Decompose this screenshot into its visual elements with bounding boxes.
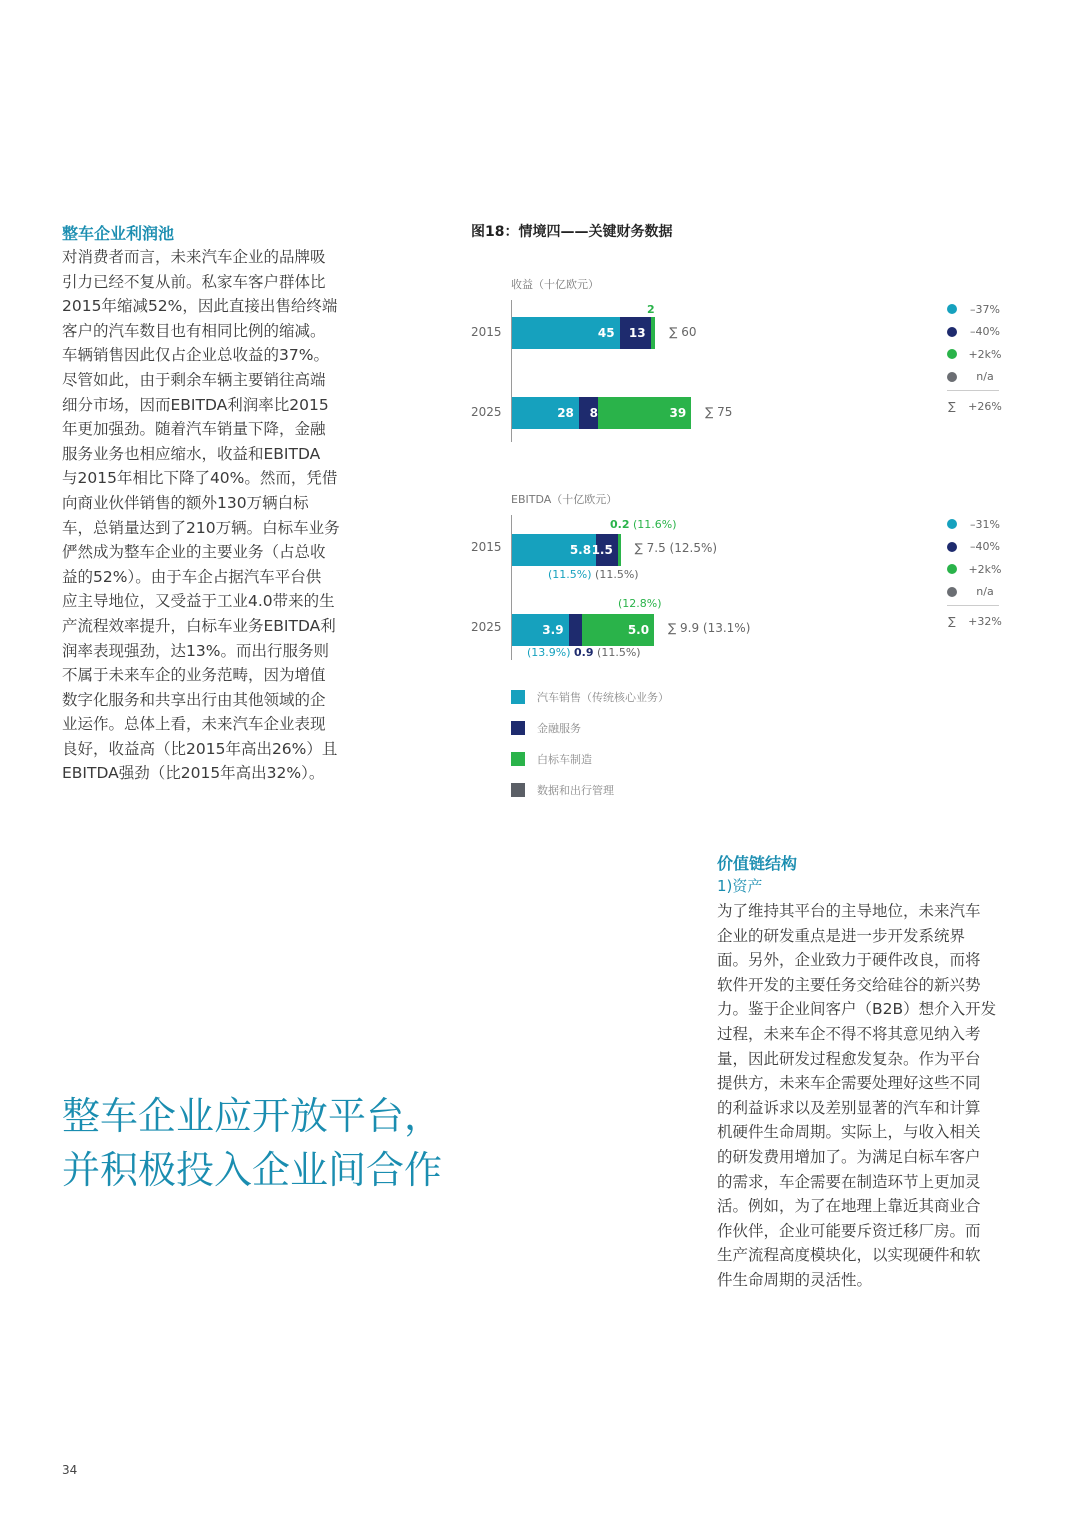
category-label: 金融服务: [537, 721, 581, 735]
ebitda-2015-margins: [548, 568, 639, 581]
revenue-legend-value: +2k%: [968, 347, 1002, 361]
ebitda-2015-navy-margin: (11.5%): [595, 568, 639, 581]
eb-2025-white-label-segment: [582, 614, 655, 646]
profit-pool-text: 对消费者而言，未来汽车企业的品牌吸 引力已经不复从前。私家车客户群体比 2015年缩减52%，因此直接出售给终端 客户的汽车数目也有相同比例的缩减。 车辆销售因此仅占企业总收益的37%。 尽管如此，由于剩余车辆主要销往高端 细分市场，因而EBITDA利润率比2015 年更加强劲。随着汽车销量下降，金融 服务业务也相应缩水，收益和EBITDA 与2015年相比下降了40%。然而，凭借 向商业伙伴销售的额外130万辆白标 车，总销量达到了210万辆。白标车业务 俨然成为整车企业的主要业务（占总收 益的52%）。由于车企占据汽车平台供 应主导地位，又受益于工业4.0带来的生 产流程效率提升，白标车业务EBITDA利 润率表现强劲，达13%。而出行服务则 不属于未来车企的业务范畴，因为增值 数字化服务和共享出行由其他领域的企 业运作。总体上看，未来汽车企业表现 良好，收益高（比2015年高出26%）且 EBITDA强劲（比2015年高出32%）。: [62, 248, 340, 783]
ebitda-legend-value: –31%: [970, 517, 1000, 531]
ebitda-legend-total: [947, 610, 1005, 633]
revenue-legend-divider: [947, 390, 999, 391]
ebitda-legend-divider: [947, 605, 999, 606]
eb-2015-financial-services-segment: [591, 534, 618, 566]
rev-2025-financial-services-segment: [579, 397, 598, 429]
eb-2025-white-label-value: 5.0: [627, 623, 650, 637]
ebitda-2015-green-value: 0.2: [610, 518, 630, 531]
rev-2025-financial-services-value: 8: [589, 406, 599, 420]
category-label: 白标车制造: [537, 752, 592, 766]
eb-2025-financial-services-segment: [569, 614, 582, 646]
rev-2015-financial-services-segment: [620, 317, 651, 349]
rev-2025-white-label-value: 39: [669, 406, 687, 420]
revenue-change-legend: [947, 298, 1005, 418]
revenue-year-2015: 2015: [471, 325, 502, 339]
category-legend-item: [511, 712, 669, 743]
revenue-legend-row-3: [947, 343, 1005, 366]
ebitda-bar-2025: [512, 614, 654, 646]
ebitda-total-change: +32%: [968, 614, 1002, 628]
green-dot-icon: [947, 349, 957, 359]
eb-2015-car-sales-segment: [512, 534, 596, 566]
eb-2025-car-sales-segment: [512, 614, 569, 646]
eb-2015-white-label-segment: [618, 534, 621, 566]
ebitda-year-2015: 2015: [471, 540, 502, 554]
navy-square-icon: [511, 721, 525, 735]
ebitda-2025-navy-value: 0.9: [574, 646, 594, 659]
green-square-icon: [511, 752, 525, 766]
rev-2025-white-label-segment: [598, 397, 691, 429]
revenue-legend-row-2: [947, 321, 1005, 344]
revenue-legend-value: –40%: [970, 325, 1000, 339]
category-legend-item: [511, 681, 669, 712]
category-label: 汽车销售（传统核心业务）: [537, 690, 669, 704]
subsection-assets: 1)资产: [717, 877, 763, 895]
revenue-legend-value: –37%: [970, 302, 1000, 316]
ebitda-2025-green-margin: (12.8%): [618, 597, 662, 610]
ebitda-change-legend: [947, 513, 1005, 633]
revenue-bar-2025: [512, 397, 691, 429]
ebitda-sum-2015: ∑ 7.5 (12.5%): [634, 541, 718, 555]
ebitda-2015-green-annotation: [610, 518, 677, 531]
category-legend-item: [511, 743, 669, 774]
revenue-year-2025: 2025: [471, 405, 502, 419]
green-dot-icon: [947, 564, 957, 574]
revenue-legend-total: [947, 395, 1005, 418]
eb-2025-car-sales-value: 3.9: [542, 623, 564, 637]
ebitda-2015-green-pct: (11.6%): [633, 518, 677, 531]
sigma-icon: ∑: [948, 614, 956, 628]
category-legend: [511, 681, 669, 805]
ebitda-year-2025: 2025: [471, 620, 502, 634]
category-label: 数据和出行管理: [537, 783, 614, 797]
ebitda-legend-value: +2k%: [968, 562, 1002, 576]
page-number: 34: [62, 1463, 78, 1477]
rev-2015-white-label-segment: [651, 317, 656, 349]
revenue-sum-2015: ∑ 60: [669, 325, 697, 339]
sigma-icon: ∑: [948, 399, 956, 413]
grey-dot-icon: [947, 587, 957, 597]
navy-dot-icon: [947, 542, 957, 552]
ebitda-2015-teal-margin: (11.5%): [548, 568, 592, 581]
navy-dot-icon: [947, 327, 957, 337]
category-legend-item: [511, 774, 669, 805]
ebitda-legend-row-3: [947, 558, 1005, 581]
ebitda-legend-row-2: [947, 536, 1005, 559]
ebitda-legend-value: –40%: [970, 540, 1000, 554]
revenue-sum-2025: ∑ 75: [705, 405, 733, 419]
ebitda-legend-row-4: [947, 581, 1005, 604]
ebitda-sum-2025: ∑ 9.9 (13.1%): [668, 621, 751, 635]
section-title-value-chain: 价值链结构: [717, 854, 798, 873]
grey-square-icon: [511, 783, 525, 797]
eb-2015-car-sales-value: 5.8: [569, 543, 592, 557]
revenue-total-change: +26%: [968, 399, 1002, 413]
revenue-2015-green-label: 2: [647, 303, 655, 316]
ebitda-bar-2015: [512, 534, 621, 566]
revenue-legend-row-1: [947, 298, 1005, 321]
teal-dot-icon: [947, 304, 957, 314]
value-chain-text: 为了维持其平台的主导地位，未来汽车 企业的研发重点是进一步开发系统界 面。另外，企业致力于硬件改良，而将 软件开发的主要任务交给硅谷的新兴势 力。鉴于企业间客户（B2B）想介入开发 过程，未来车企不得不将其意见纳入考 量，因此研发过程愈发复杂。作为平台 提供方，未来车企需要处理好这些不同 的利益诉求以及差别显著的汽车和计算 机硬件生命周期。实际上，与收入相关 的研发费用增加了。为满足白标车客户 的需求，车企需要在制造环节上更加灵 活。例如，为了在地理上靠近其商业合 作伙伴，企业可能要斥资迁移厂房。而 生产流程高度模块化，以实现硬件和软 件生命周期的灵活性。: [717, 902, 997, 1289]
teal-dot-icon: [947, 519, 957, 529]
ebitda-legend-value: n/a: [976, 585, 994, 599]
revenue-bar-2015: [512, 317, 655, 349]
ebitda-legend-row-1: [947, 513, 1005, 536]
ebitda-2025-margins: [527, 646, 641, 659]
ebitda-2025-teal-margin: (13.9%): [527, 646, 571, 659]
eb-2015-financial-services-value: 1.5: [591, 543, 613, 557]
rev-2015-car-sales-value: 45: [597, 326, 615, 340]
rev-2015-car-sales-segment: [512, 317, 620, 349]
pull-quote: 整车企业应开放平台， 并积极投入企业间合作: [62, 1094, 443, 1192]
ebitda-2025-navy-margin: (11.5%): [597, 646, 641, 659]
revenue-legend-row-4: [947, 366, 1005, 389]
teal-square-icon: [511, 690, 525, 704]
ebitda-chart-label: EBITDA（十亿欧元）: [511, 493, 618, 506]
figure-title: 图18：情境四——关键财务数据: [471, 224, 673, 240]
rev-2025-car-sales-value: 28: [557, 406, 574, 420]
revenue-legend-value: n/a: [976, 370, 994, 384]
grey-dot-icon: [947, 372, 957, 382]
section-title-profit-pool: 整车企业利润池: [62, 224, 175, 243]
rev-2025-car-sales-segment: [512, 397, 579, 429]
revenue-chart-label: 收益（十亿欧元）: [511, 278, 599, 291]
rev-2015-financial-services-value: 13: [628, 326, 646, 340]
